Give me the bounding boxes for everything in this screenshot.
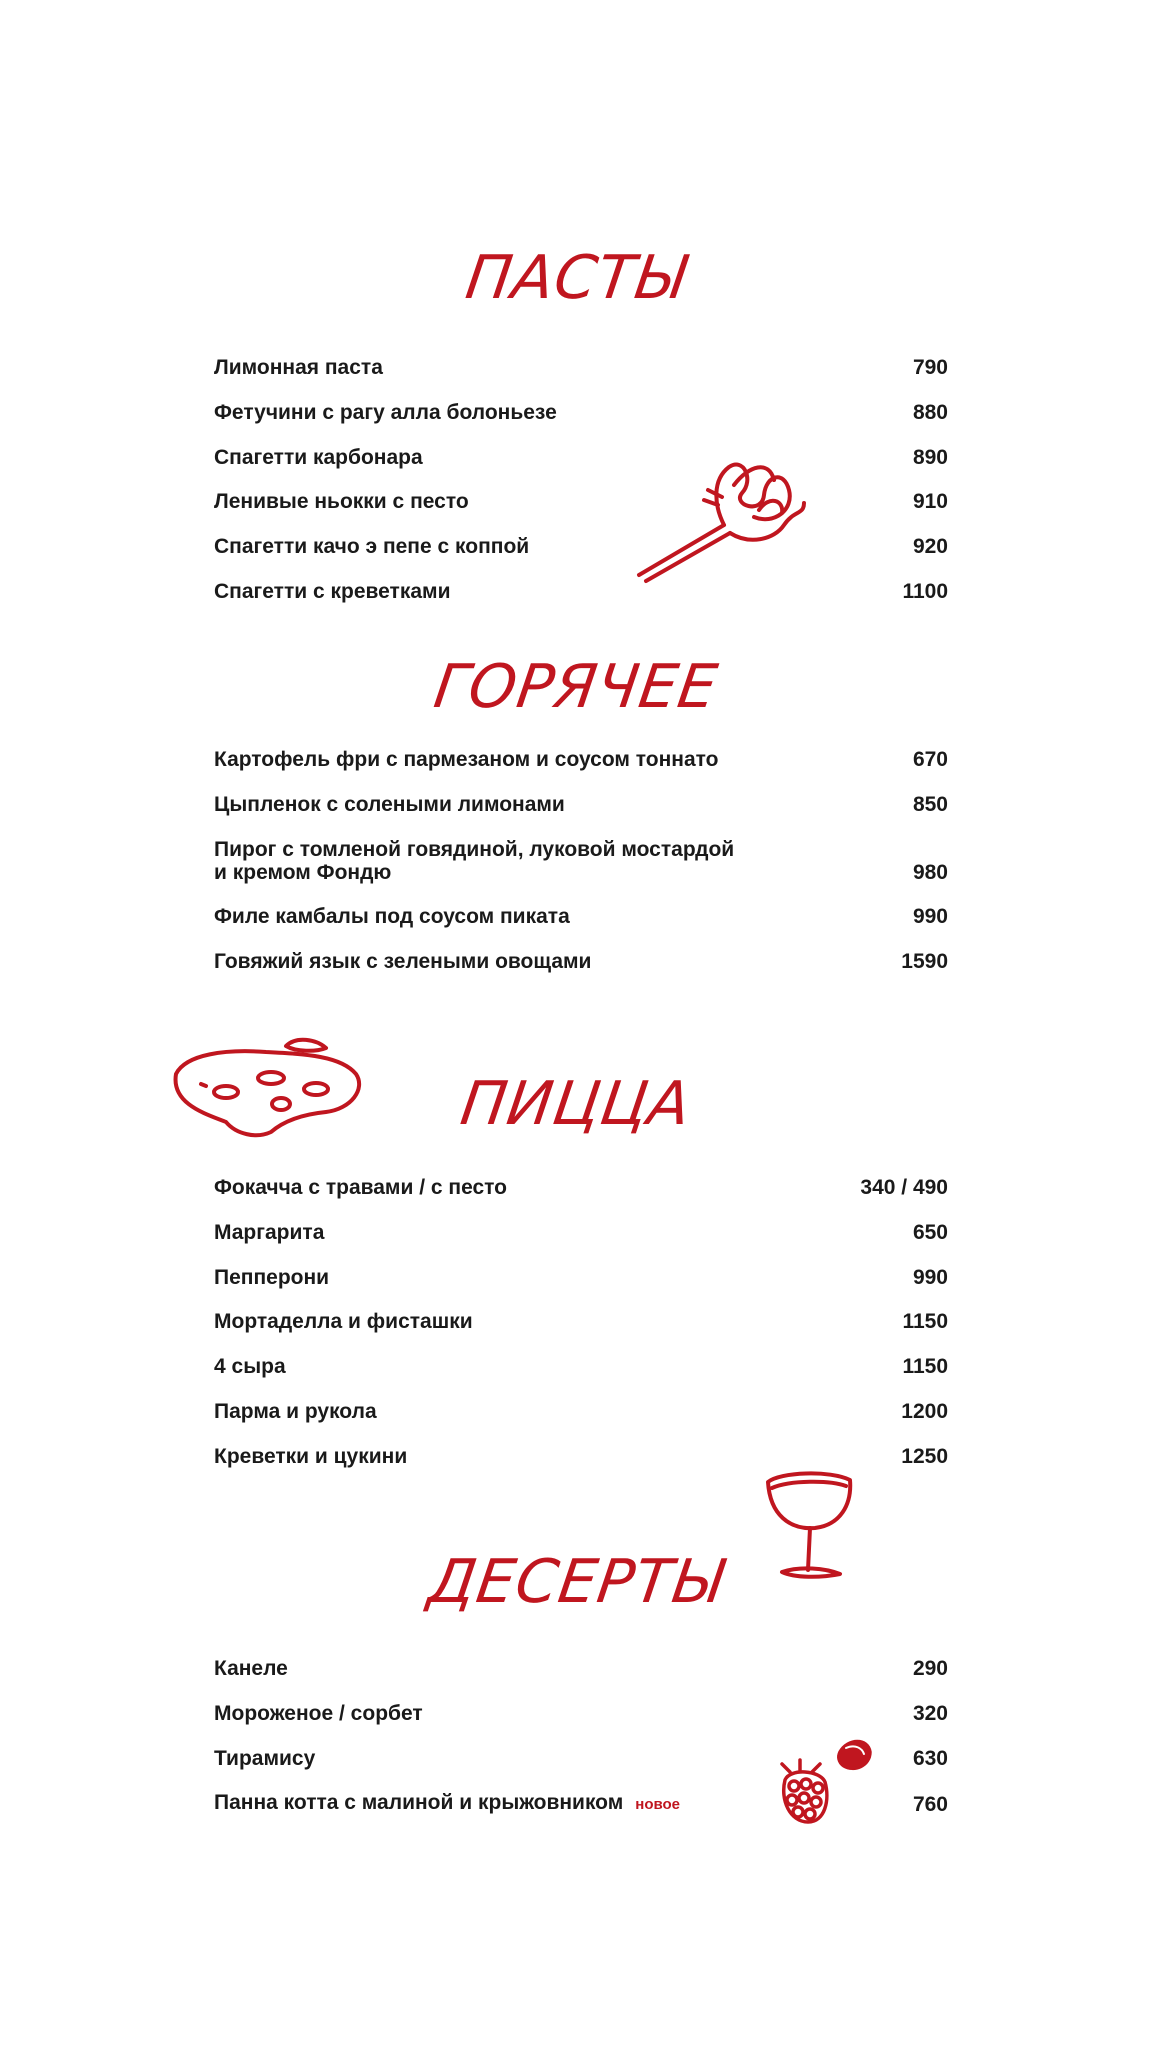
item-price: 1250	[901, 1445, 948, 1468]
list-item	[214, 401, 948, 424]
list-item	[214, 1400, 948, 1423]
item-name-line2: и кремом Фондю	[214, 861, 392, 884]
list-item	[214, 950, 948, 973]
raspberry-icon	[770, 1730, 880, 1830]
item-name: Пепперони	[214, 1266, 330, 1289]
item-name: Мороженое / сорбет	[214, 1702, 423, 1725]
item-name: Цыпленок с солеными лимонами	[214, 793, 565, 816]
item-name: 4 сыра	[214, 1355, 286, 1378]
list-item	[214, 748, 948, 771]
new-badge: новое	[635, 1796, 681, 1813]
item-price: 1590	[901, 950, 948, 973]
item-price: 1150	[902, 1310, 948, 1333]
list-item	[214, 905, 948, 928]
item-name: Парма и рукола	[214, 1400, 377, 1423]
item-price: 650	[912, 1221, 948, 1244]
item-price: 670	[912, 748, 948, 771]
list-item	[214, 838, 948, 884]
list-item	[214, 446, 948, 469]
list-item	[214, 1657, 948, 1680]
item-name: Канеле	[214, 1657, 288, 1680]
item-price: 880	[912, 401, 948, 424]
item-price: 920	[912, 535, 948, 558]
item-name: Картофель фри с пармезаном и соусом тоннато	[214, 748, 719, 771]
item-price: 320	[912, 1702, 948, 1725]
list-item	[214, 535, 948, 558]
item-name: Тирамису	[214, 1747, 316, 1770]
item-price: 910	[912, 490, 948, 513]
item-name: Говяжий язык с зелеными овощами	[214, 950, 592, 973]
list-item	[214, 490, 948, 513]
item-price: 1150	[902, 1355, 948, 1378]
item-price: 1100	[902, 580, 948, 603]
list-item	[214, 793, 948, 816]
section-title-hot: ГОРЯЧЕЕ	[429, 652, 723, 722]
item-name: Панна котта с малиной и крыжовником	[214, 1791, 624, 1814]
item-name: Фокачча с травами / с песто	[214, 1176, 507, 1199]
item-name: Спагетти качо э пепе с коппой	[214, 535, 530, 558]
item-price: 890	[912, 446, 948, 469]
item-price: 340 / 490	[860, 1176, 948, 1199]
section-title-desserts: ДЕСЕРТЫ	[424, 1547, 728, 1617]
list-item	[214, 1355, 948, 1378]
item-name: Фетучини с рагу алла болоньезе	[214, 401, 557, 424]
item-name: Маргарита	[214, 1221, 325, 1244]
item-price: 290	[912, 1657, 948, 1680]
item-price: 990	[912, 905, 948, 928]
item-price: 980	[912, 861, 948, 884]
section-title-pizza: ПИЦЦА	[456, 1069, 696, 1139]
list-item	[214, 1445, 948, 1468]
item-price: 630	[912, 1747, 948, 1770]
section-title-pasta: ПАСТЫ	[461, 243, 691, 313]
item-name: Креветки и цукини	[214, 1445, 408, 1468]
list-item	[214, 1221, 948, 1244]
item-name: Спагетти с креветками	[214, 580, 451, 603]
list-item	[214, 356, 948, 379]
item-name: Ленивые ньокки с песто	[214, 490, 469, 513]
item-name: Спагетти карбонара	[214, 446, 423, 469]
item-price: 1200	[901, 1400, 948, 1423]
list-item	[214, 580, 948, 603]
item-price: 850	[912, 793, 948, 816]
item-name: Пирог с томленой говядиной, луковой мостардой	[214, 838, 735, 861]
list-item	[214, 1176, 948, 1199]
item-name: Лимонная паста	[214, 356, 383, 379]
list-item	[214, 1266, 948, 1289]
pasta-fork-icon	[634, 455, 814, 585]
item-price: 790	[912, 356, 948, 379]
item-price: 990	[912, 1266, 948, 1289]
item-name: Мортаделла и фисташки	[214, 1310, 473, 1333]
item-name: Филе камбалы под соусом пиката	[214, 905, 570, 928]
item-price: 760	[912, 1793, 948, 1816]
list-item	[214, 1702, 948, 1725]
list-item	[214, 1310, 948, 1333]
